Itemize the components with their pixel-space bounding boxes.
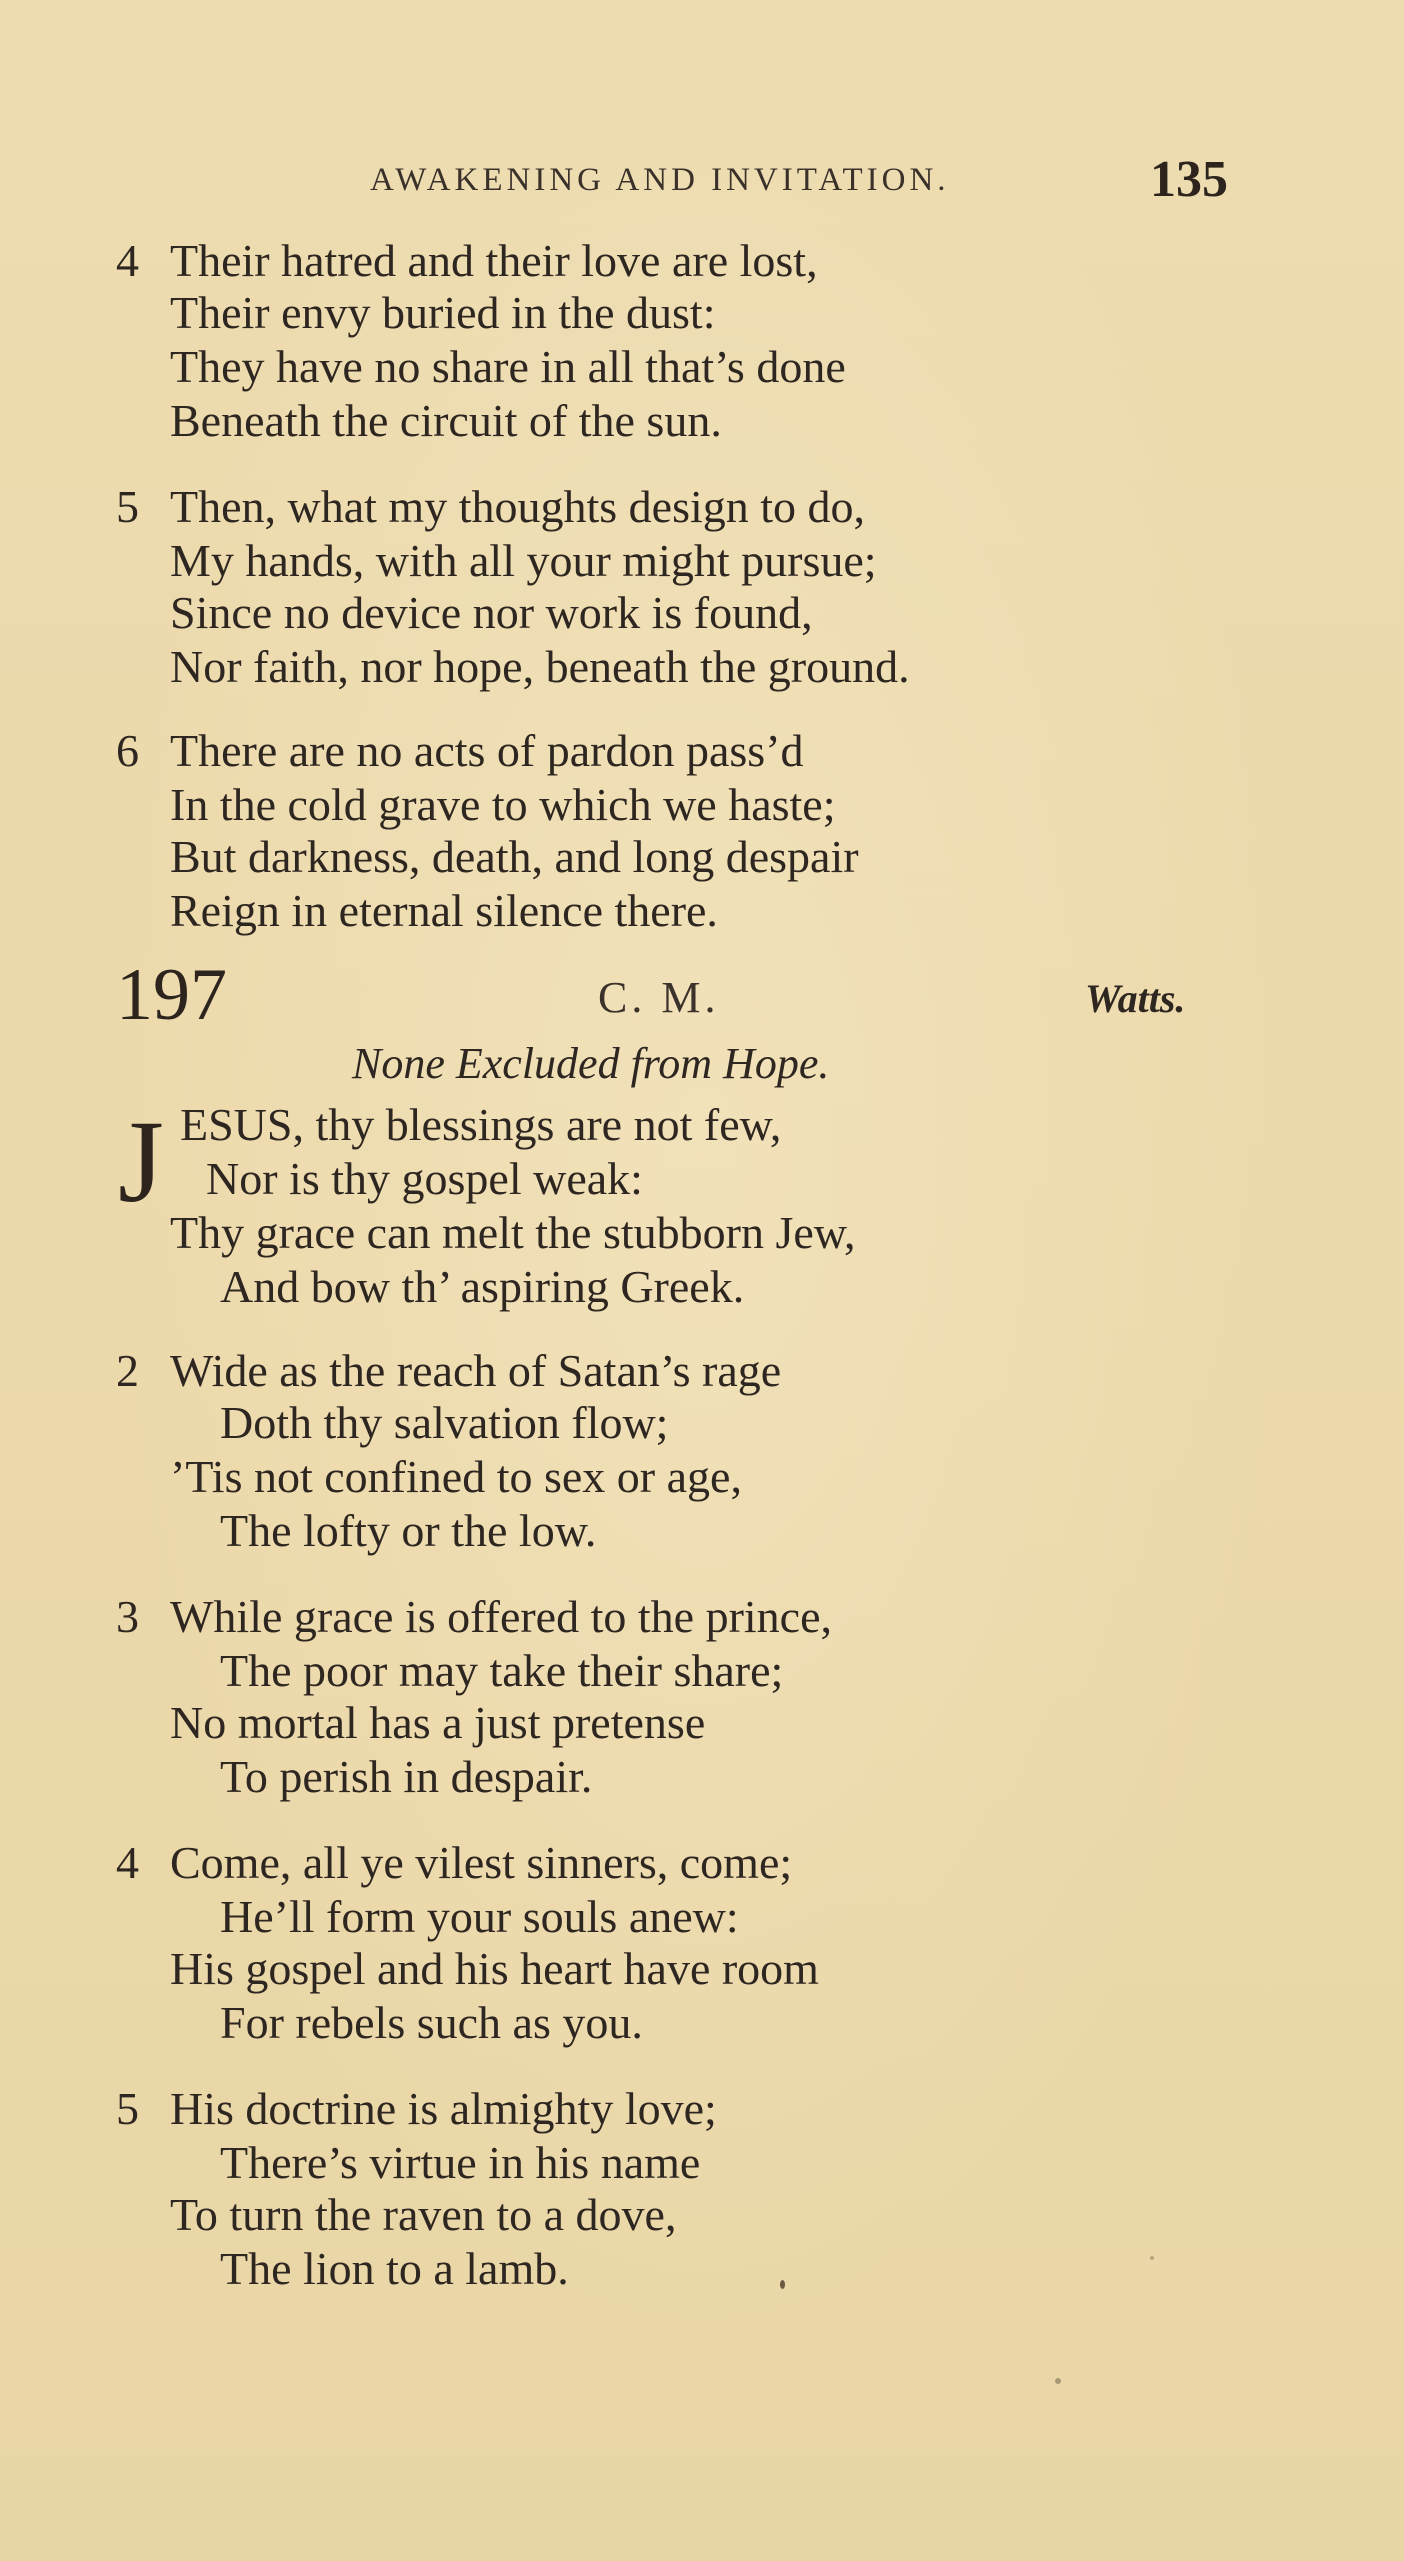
- stanza-number: 4: [116, 1837, 139, 1888]
- verse-line: They have no share in all that’s done: [170, 341, 846, 392]
- verse-line: No mortal has a just pretense: [170, 1697, 706, 1748]
- verse-line: To perish in despair.: [220, 1751, 593, 1802]
- verse-line: Come, all ye vilest sinners, come;: [170, 1837, 793, 1888]
- hymn-author: Watts.: [1085, 976, 1186, 1021]
- verse-line: The lion to a lamb.: [220, 2243, 569, 2294]
- hymn-number: 197: [116, 954, 227, 1036]
- verse-line: My hands, with all your might pursue;: [170, 535, 877, 586]
- verse-line: There are no acts of pardon pass’d: [170, 725, 804, 776]
- verse-line: The poor may take their share;: [220, 1645, 784, 1696]
- verse-line: Reign in eternal silence there.: [170, 885, 718, 936]
- verse-line: Nor faith, nor hope, beneath the ground.: [170, 641, 910, 692]
- verse-line: ’Tis not confined to sex or age,: [170, 1451, 742, 1502]
- verse-line: In the cold grave to which we haste;: [170, 779, 836, 830]
- stanza-number: 5: [116, 481, 139, 532]
- drop-cap: J: [118, 1096, 164, 1227]
- page-number: 135: [1150, 151, 1228, 208]
- verse-line: And bow th’ aspiring Greek.: [220, 1261, 745, 1312]
- verse-line: But darkness, death, and long despair: [170, 831, 859, 882]
- verse-line: His gospel and his heart have room: [170, 1943, 819, 1994]
- stanza-number: 5: [116, 2083, 139, 2134]
- paper-speck: [1150, 2256, 1154, 2260]
- verse-line: Nor is thy gospel weak:: [206, 1153, 643, 1204]
- verse-line: Their envy buried in the dust:: [170, 287, 716, 338]
- hymn-title: None Excluded from Hope.: [352, 1039, 830, 1088]
- verse-line: Since no device nor work is found,: [170, 587, 813, 638]
- verse-line: While grace is offered to the prince,: [170, 1591, 833, 1642]
- stanza-number: 4: [116, 235, 139, 286]
- verse-line: For rebels such as you.: [220, 1997, 643, 2048]
- verse-line: There’s virtue in his name: [220, 2137, 701, 2188]
- verse-line: Doth thy salvation flow;: [220, 1397, 669, 1448]
- paper-speck: [1055, 2378, 1061, 2384]
- verse-line: Thy grace can melt the stubborn Jew,: [170, 1207, 856, 1258]
- verse-line: His doctrine is almighty love;: [170, 2083, 717, 2134]
- verse-line: ESUS, thy blessings are not few,: [180, 1099, 782, 1150]
- verse-line: Then, what my thoughts design to do,: [170, 481, 866, 532]
- stanza-number: 2: [116, 1345, 139, 1396]
- running-header: AWAKENING AND INVITATION.: [370, 162, 950, 198]
- verse-line: Wide as the reach of Satan’s rage: [170, 1345, 782, 1396]
- verse-line: To turn the raven to a dove,: [170, 2189, 677, 2240]
- verse-line: He’ll form your souls anew:: [220, 1891, 739, 1942]
- verse-line: The lofty or the low.: [220, 1505, 597, 1556]
- verse-line: Their hatred and their love are lost,: [170, 235, 818, 286]
- stanza-number: 3: [116, 1591, 139, 1642]
- paper-speck: [780, 2280, 785, 2289]
- verse-line: Beneath the circuit of the sun.: [170, 395, 722, 446]
- hymn-meter: C. M.: [598, 973, 720, 1022]
- stanza-number: 6: [116, 725, 139, 776]
